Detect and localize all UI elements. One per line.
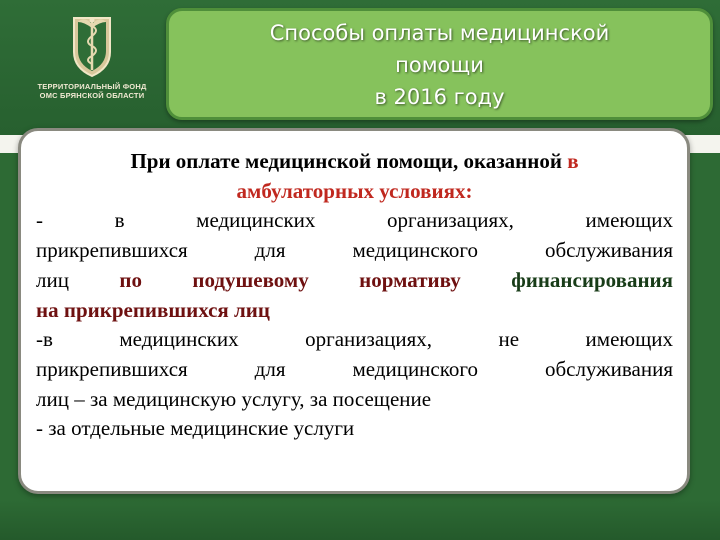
item3-line: - за отдельные медицинские услуги: [36, 416, 355, 441]
heading-line2: амбулаторных условиях:: [236, 178, 473, 203]
footer-background: [0, 500, 720, 540]
caduceus-shield-icon: [70, 12, 114, 78]
logo-caption-line2: ОМС БРЯНСКОЙ ОБЛАСТИ: [39, 91, 145, 100]
item1-line4: на прикрепившихся лиц: [36, 297, 271, 322]
item1-highlight: по подушевому нормативу: [119, 267, 461, 292]
content-text: [36, 147, 673, 444]
content-box: [18, 128, 690, 494]
title-box: [166, 8, 713, 120]
title-line3: в 2016 году: [374, 85, 505, 109]
item1-line1: - в медицинских организациях, имеющих: [36, 208, 673, 233]
item1-line3-start: лиц: [36, 267, 69, 292]
item2-line2: прикрепившихся для медицинского обслуживания: [36, 356, 673, 381]
item1-line2: прикрепившихся для медицинского обслуживания: [36, 238, 673, 263]
fund-logo: [22, 12, 162, 112]
heading-highlight: в: [567, 149, 579, 173]
title-line2: помощи: [395, 53, 484, 77]
logo-caption-line1: ТЕРРИТОРИАЛЬНЫЙ ФОНД: [37, 82, 147, 91]
item1-financing: финансирования: [511, 267, 674, 292]
title-line1: Способы оплаты медицинской: [269, 21, 610, 45]
logo-caption: [22, 82, 162, 100]
slide-title: [169, 17, 710, 113]
heading-text: При оплате медицинской помощи, оказанной: [130, 149, 562, 173]
item2-line1: -в медицинских организациях, не имеющих: [36, 327, 673, 352]
item2-line3: лиц – за медицинскую услугу, за посещение: [36, 386, 432, 411]
item1-line3: [36, 266, 673, 296]
heading-line1: [36, 147, 673, 177]
